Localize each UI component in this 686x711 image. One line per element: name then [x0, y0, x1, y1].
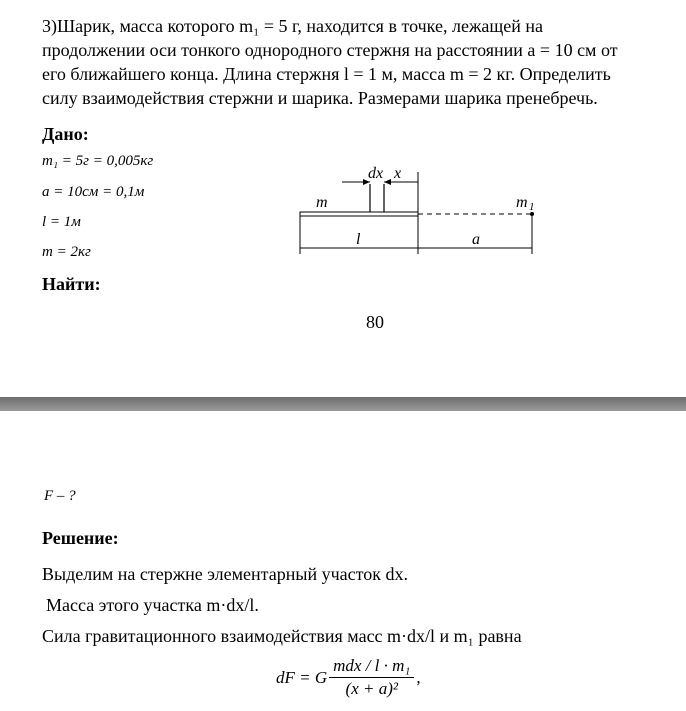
solution-line-2: Масса этого участка m·dx/l. — [46, 595, 259, 615]
problem-line-4: силу взаимодействия стержни и шарика. Размерами шарика пренебречь. — [42, 88, 598, 108]
problem-line-3: его ближайшего конца. Длина стержня l = 1 м, масса m = 2 кг. Определить — [42, 64, 611, 84]
formula-numerator: mdx / l · m₁ — [329, 656, 414, 678]
label-m1-sub: 1 — [529, 201, 535, 213]
solution-line-1: Выделим на стержне элементарный участок dx. — [42, 564, 409, 584]
problem-line-1: 3)Шарик, масса которого m₁ = 5 г, находится в точке, лежащей на — [42, 16, 543, 36]
problem-line-2: продолжении оси тонкого однородного стержня на расстоянии a = 10 см от — [42, 40, 618, 60]
given-l: l = 1м — [42, 214, 81, 230]
given-m1: m₁ = 5г = 0,005кг — [42, 153, 154, 169]
given-heading: Дано: — [42, 124, 89, 144]
label-a: a — [472, 231, 480, 248]
solution-line-3: Сила гравитационного взаимодействия масс m·dx/l и m₁ равна — [42, 626, 522, 646]
solution-heading: Решение: — [42, 528, 119, 548]
formula-fraction — [329, 656, 414, 699]
find-heading: Найти: — [42, 274, 101, 294]
given-a: a = 10см = 0,1м — [42, 184, 145, 200]
page-number: 80 — [366, 312, 384, 332]
given-m: m = 2кг — [42, 244, 91, 260]
formula-lhs: dF = G — [276, 667, 328, 687]
formula-denominator: (x + a)² — [345, 679, 398, 698]
label-x: x — [394, 165, 402, 182]
label-m: m — [316, 194, 328, 211]
label-dx: dx — [368, 165, 384, 182]
rod — [300, 212, 418, 216]
rod-diagram — [290, 160, 560, 260]
unknown-F: F – ? — [44, 488, 76, 504]
formula-tail: , — [416, 667, 421, 687]
label-m1: m — [516, 194, 528, 211]
page-break-bar — [0, 397, 686, 411]
formula-dF — [276, 656, 421, 699]
label-l: l — [356, 231, 361, 248]
